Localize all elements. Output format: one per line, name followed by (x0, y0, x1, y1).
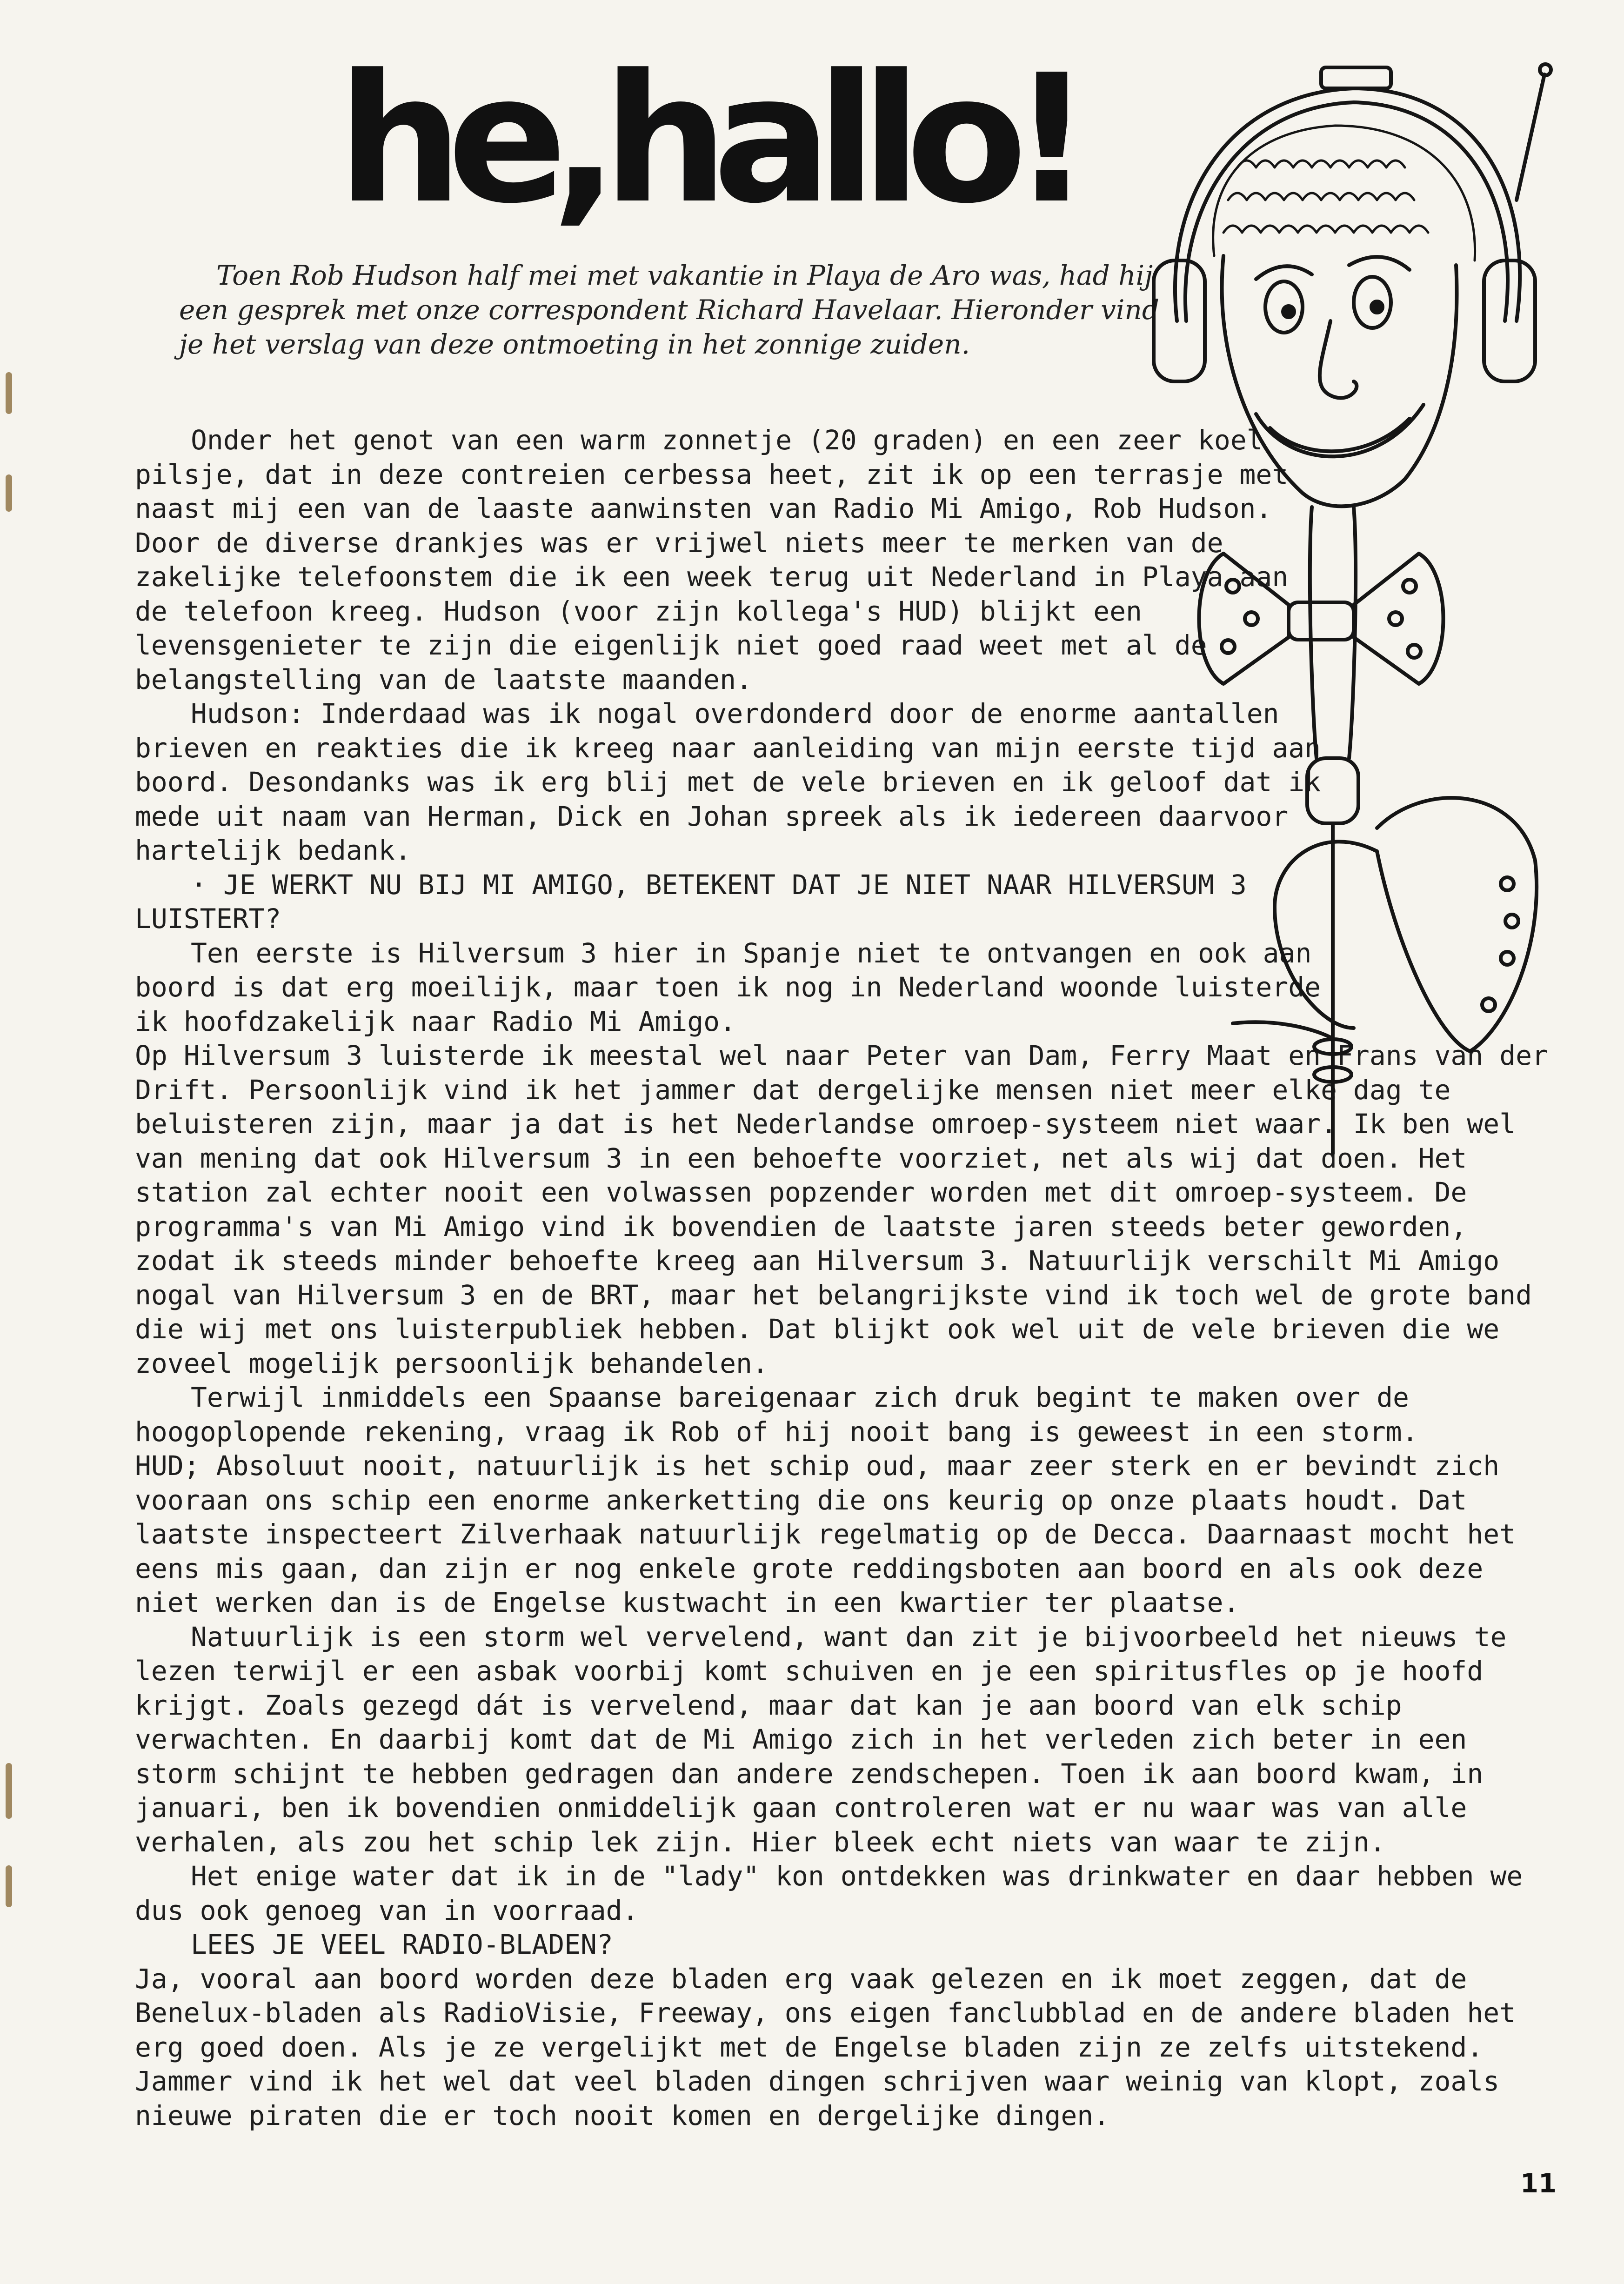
binding-mark (6, 1763, 12, 1819)
paragraph: Het enige water dat ik in de "lady" kon ontdekken was drinkwater en daar hebben we dus ook genoeg van in voorraad. (135, 1860, 1523, 1926)
question: LEES JE VEEL RADIO-BLADEN? (191, 1929, 613, 1960)
paragraph: Ja, vooral aan boord worden deze bladen erg vaak gelezen en ik moet zeggen, dat de Benelux-bladen als RadioVisie, Freeway, ons eigen fanclubblad en de andere bladen het erg goed doen. Als je ze vergelijkt met de Engelse bladen zijn ze zelfs uitstekend. Jammer vind ik het wel dat veel bladen dingen schrijven waar weinig van klopt, zoals nieuwe piraten die er toch nooit komen en dergelijke dingen. (135, 1963, 1516, 2131)
paragraph: Onder het genot van een warm zonnetje (20 graden) en een zeer koel pilsje, dat in deze contreien cerbessa heet, zit ik op een terrasje met naast mij een van de laaste aanwinsten van Radio Mi Amigo, Rob Hudson. Door de diverse drankjes was er vrijwel niets meer te merken van de zakelijke telefoonstem die ik een week terug uit Nederland in Playa aan de telefoon kreeg. Hudson (voor zijn kollega's HUD) blijkt een levensgenieter te zijn die eigenlijk niet goed raad weet met al de belangstelling van de laatste maanden. (135, 424, 1289, 695)
paragraph: Ten eerste is Hilversum 3 hier in Spanje niet te ontvangen en ook aan boord is dat erg moeilijk, maar toen ik nog in Nederland woonde luisterde ik hoofdzakelijk naar Radio Mi Amigo. (135, 937, 1321, 1037)
article-intro: Toen Rob Hudson half mei met vakantie in Playa de Aro was, had hij een gesprek met onze correspondent Richard Havelaar. Hieronder vind je het verslag van deze ontmoeting in het zonnige zuiden. (179, 260, 1159, 360)
binding-mark (6, 1865, 12, 1907)
butterfly-icon (1233, 798, 1537, 1051)
paragraph: Natuurlijk is een storm wel vervelend, want dan zit je bijvoorbeeld het nieuws te lezen terwijl er een asbak voorbij komt schuiven en je een spiritusfles op je hoofd krijgt. Zoals gezegd dát is vervelend, maar dat kan je aan boord van elk schip verwachten. En daarbij komt dat de Mi Amigo zich in het verleden zich beter in een storm schijnt te hebben gedragen dan andere zendschepen. Toen ik aan boord kwam, in januari, ben ik bovendien onmiddelijk gaan controleren wat er nu waar was van alle verhalen, als zou het schip lek zijn. Hier bleek echt niets van waar te zijn. (135, 1621, 1507, 1858)
binding-mark (6, 372, 12, 414)
paragraph: Hudson: Inderdaad was ik nogal overdonderd door de enorme aantallen brieven en reakties die ik kreeg naar aanleiding van mijn eerste tijd aan boord. Desondanks was ik erg blij met de vele brieven en ik geloof dat ik mede uit naam van Herman, Dick en Johan spreek als ik iedereen daarvoor hartelijk bedank. (135, 698, 1321, 866)
question: · JE WERKT NU BIJ MI AMIGO, BETEKENT DAT JE NIET NAAR HILVERSUM 3 LUISTERT? (135, 868, 1247, 935)
article-title: he,hallo! (337, 36, 1076, 242)
bow-tie-icon (1199, 554, 1444, 684)
page-number: 11 (1520, 2169, 1557, 2199)
paragraph: Terwijl inmiddels een Spaanse bareigenaar zich druk begint te maken over de hoogoplopende rekening, vraag ik Rob of hij nooit bang is geweest in een storm. (135, 1382, 1418, 1448)
binding-mark (6, 474, 12, 512)
caricature-illustration (1135, 60, 1554, 1168)
paragraph: Op Hilversum 3 luisterde ik meestal wel naar Peter van Dam, Ferry Maat en Frans van der Drift. Persoonlijk vind ik het jammer dat dergelijke mensen niet meer elke dag te beluisteren zijn, maar ja dat is het Nederlandse omroep-systeem niet waar. Ik ben wel van mening dat ook Hilversum 3 in een behoefte voorziet, net als wij dat doen. Het station zal echter nooit een volwassen popzender worden met dit omroep-systeem. De programma's van Mi Amigo vind ik bovendien de laatste jaren steeds beter geworden, zodat ik steeds minder behoefte kreeg aan Hilversum 3. Natuurlijk verschilt Mi Amigo nogal van Hilversum 3 en de BRT, maar het belangrijkste vind ik toch wel de grote band die wij met ons luisterpubliek hebben. Dat blijkt ook wel uit de vele brieven die we zoveel mogelijk persoonlijk behandelen. (135, 1040, 1548, 1379)
face (1222, 256, 1457, 506)
curly-hair (1213, 126, 1475, 260)
paragraph: HUD; Absoluut nooit, natuurlijk is het schip oud, maar zeer sterk en er bevindt zich vooraan ons schip een enorme ankerketting die ons keurig op onze plaats houdt. Dat laatste inspecteert Zilverhaak natuurlijk regelmatig op de Decca. Daarnaast mocht het eens mis gaan, dan zijn er nog enkele grote reddingsboten aan boord en als ook deze niet werken dan is de Engelse kustwacht in een kwartier ter plaatse. (135, 1450, 1516, 1618)
